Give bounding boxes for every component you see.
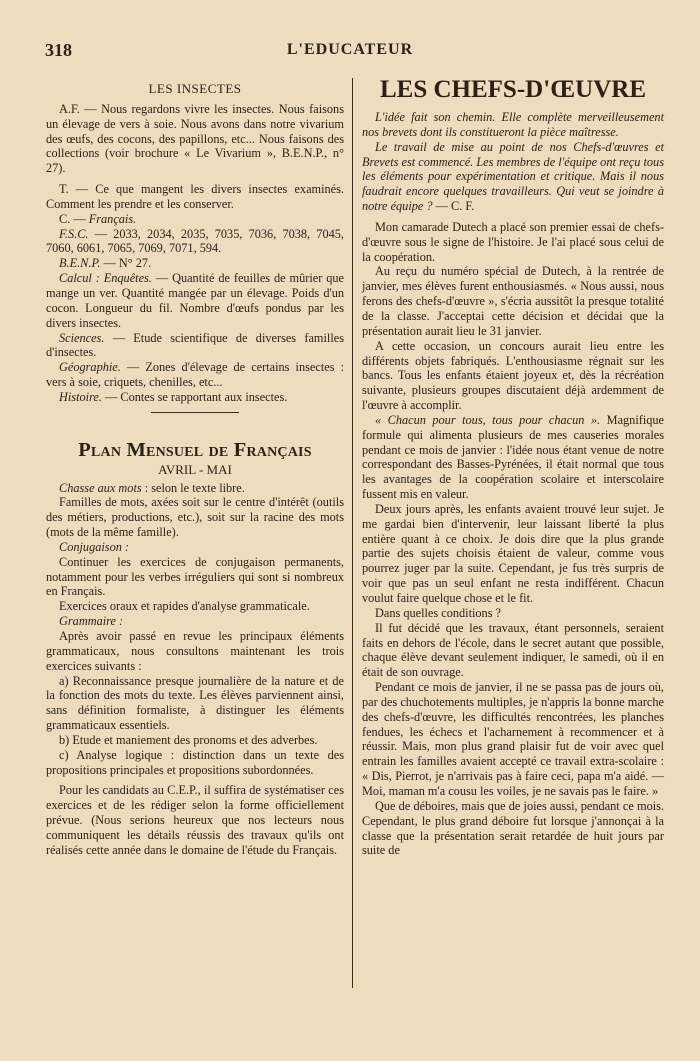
plan-familles: Familles de mots, axées soit sur le centre d'intérêt (outils des métiers, productions, etc.), soit sur la racine des mots (mots de la même famille).	[46, 495, 344, 540]
plan-cep: Pour les candidats au C.E.P., il suffira de systématiser ces exercices et de les rédiger selon la forme officiellement prévue. (Nous serions heureux que nos lecteurs nous communiquent les détails réussis des travaux qu'ils ont réalisés cette année dans le domaine de l'étude du Français.	[46, 783, 344, 857]
insectes-heading: LES INSECTES	[148, 81, 242, 96]
plan-title: Plan Mensuel de Français	[78, 438, 312, 461]
plan-grammaire-label: Grammaire :	[59, 614, 124, 629]
page-number: 318	[45, 40, 72, 60]
plan-item-b: b) Etude et maniement des pronoms et des adverbes.	[59, 732, 318, 747]
plan-conjugaison-label: Conjugaison :	[59, 539, 130, 554]
journal-title: L'EDUCATEUR	[286, 41, 414, 58]
plan-grammaire: Après avoir passé en revue les principaux éléments grammaticaux, nous consultons maintenant les trois exercices suivants :	[46, 629, 344, 673]
plan-oraux: Exercices oraux et rapides d'analyse grammaticale.	[59, 599, 310, 614]
insectes-geographie: Géographie. — Zones d'élevage de certains insectes : vers à soie, criquets, chenilles, etc...	[46, 360, 344, 390]
article-title: LES CHEFS-D'ŒUVRE	[379, 76, 646, 103]
right-column	[362, 74, 664, 858]
article-para-7: Il fut décidé que les travaux, étant personnels, seraient faits en dehors de l'école, dans le secret autant que possible, chaque élève devant seulement indiquer, le samedi, où il en était de son ouvrage.	[362, 620, 664, 680]
plan-conjugaison: Continuer les exercices de conjugaison permanents, notamment pour les verbes irréguliers qui sont si nombreux en Français.	[46, 554, 344, 599]
article-para-2: Au reçu du numéro spécial de Dutech, à la rentrée de janvier, mes élèves furent enthousiasmés. « Nous aussi, nous ferons des chefs-d'œuvre », s'écria aussitôt la presque totalité de la classe. J'acceptai cette décision et décidai que la présentation aurait lieu le 31 janvier.	[362, 264, 664, 338]
insectes-histoire: Histoire. — Contes se rapportant aux insectes.	[59, 389, 288, 404]
column-divider	[352, 78, 353, 988]
article-para-9: Que de déboires, mais que de joies aussi, pendant ce mois. Cependant, le plus grand déboire fut lorsque j'annonçai à la classe que la présentation serait retardée de huit jours par suite de	[362, 798, 664, 858]
section-rule	[151, 412, 239, 413]
insectes-calcul: Calcul : Enquêtes. — Quantité de feuilles de mûrier que mange un ver. Quantité mangée par un élevage. Poids d'un cocon. Longueur du fil. Nombre d'œufs pondus par les divers insectes.	[46, 271, 344, 330]
article-para-4: « Chacun pour tous, tous pour chacun ». Magnifique formule qui alimenta plusieurs de mes causeries morales pendant ce mois de janvier : l'idée nous étant venue de notre correspondant des Basses-Pyrénées, il était normal que tous les avantages de la coopération scolaire et interscolaire fussent mis en valeur.	[362, 412, 665, 502]
article-para-8: Pendant ce mois de janvier, il ne se passa pas de jours où, par des chuchotements multiples, je n'appris la bonne marche des chefs-d'œuvre, les difficultés rencontrées, les planches fendues, les échecs et l'acharnement à recommencer et à réussir. Mais, mon plus grand plaisir fut de voir avec quel entrain les familles avaient accepté ce travail extra-scolaire : « Dis, Pierrot, je n'arrivais pas à faire ceci, papa m'a aidé. — Moi, maman m'a cousu les voiles, je ne savais pas le faire. »	[362, 680, 664, 798]
insectes-fsc: F.S.C. — 2033, 2034, 2035, 7035, 7036, 7038, 7045, 7060, 6061, 7065, 7069, 7071, 594.	[46, 226, 344, 256]
insectes-benp: B.E.N.P. — N° 27.	[59, 256, 152, 271]
insectes-sciences: Sciences. — Etude scientifique de diverses familles d'insectes.	[46, 330, 344, 360]
article-intro-1: L'idée fait son chemin. Elle complète merveilleusement nos brevets dont ils constitueront la pièce maîtresse.	[362, 110, 664, 139]
plan-chasse: Chasse aux mots : selon le texte libre.	[59, 480, 245, 495]
article-para-3: A cette occasion, un concours aurait lieu entre les différents objets fabriqués. L'enthousiasme régnait sur les bancs. Tous les enfants étaient joyeux et, dès la récréation suivante, plusieurs groupes discutaient déjà ardemment de l'œuvre à accomplir.	[362, 338, 664, 413]
article-intro-2: Le travail de mise au point de nos Chefs-d'œuvres et Brevets est commencé. Les membres de l'équipe ont reçu tous les éléments pour expérimentation et critique. Mais il nous faudrait encore quelques travailleurs. Qui veut se joindre à notre équipe ? — C. F.	[362, 139, 664, 214]
plan-item-a: a) Reconnaissance presque journalière de la nature et de la fonction des mots du texte. Les élèves parviennent ainsi, sans définition formaliste, à distinguer les éléments grammaticaux essentiels.	[46, 673, 344, 733]
article-para-1: Mon camarade Dutech a placé son premier essai de chefs-d'œuvre sous le signe de l'histoire. Je l'ai placé sous celui de la coopération.	[362, 219, 664, 264]
article-para-5: Deux jours après, les enfants avaient trouvé leur sujet. Je me gardai bien d'intervenir, leur laissant liberté la plus entière quant à ce choix. Je dois dire que la plus grande partie des sujets choisis étaient de valeur, comme vous pourrez juger par la suite. Cependant, je fus très surpris de voir que pas un seul enfant ne resta indifférent. Chacun voulut faire quelque chose et le fit.	[362, 501, 664, 605]
plan-item-c: c) Analyse logique : distinction dans un texte des propositions principales et propositions subordonnées.	[46, 747, 344, 777]
article-para-6: Dans quelles conditions ?	[375, 605, 502, 620]
insectes-t: T. — Ce que mangent les divers insectes examinés. Comment les prendre et les conserver.	[46, 182, 344, 211]
insectes-c: C. — Français.	[59, 211, 137, 226]
insectes-af: A.F. — Nous regardons vivre les insectes. Nous faisons un élevage de vers à soie. Nous avons dans notre vivarium des œufs, des cocons, des papillons, etc... Nous faisons des collections (voir brochure « Le Vivarium », B.E.N.P., n° 27).	[46, 101, 344, 176]
plan-subtitle: AVRIL - MAI	[158, 461, 232, 477]
left-column	[46, 82, 344, 858]
